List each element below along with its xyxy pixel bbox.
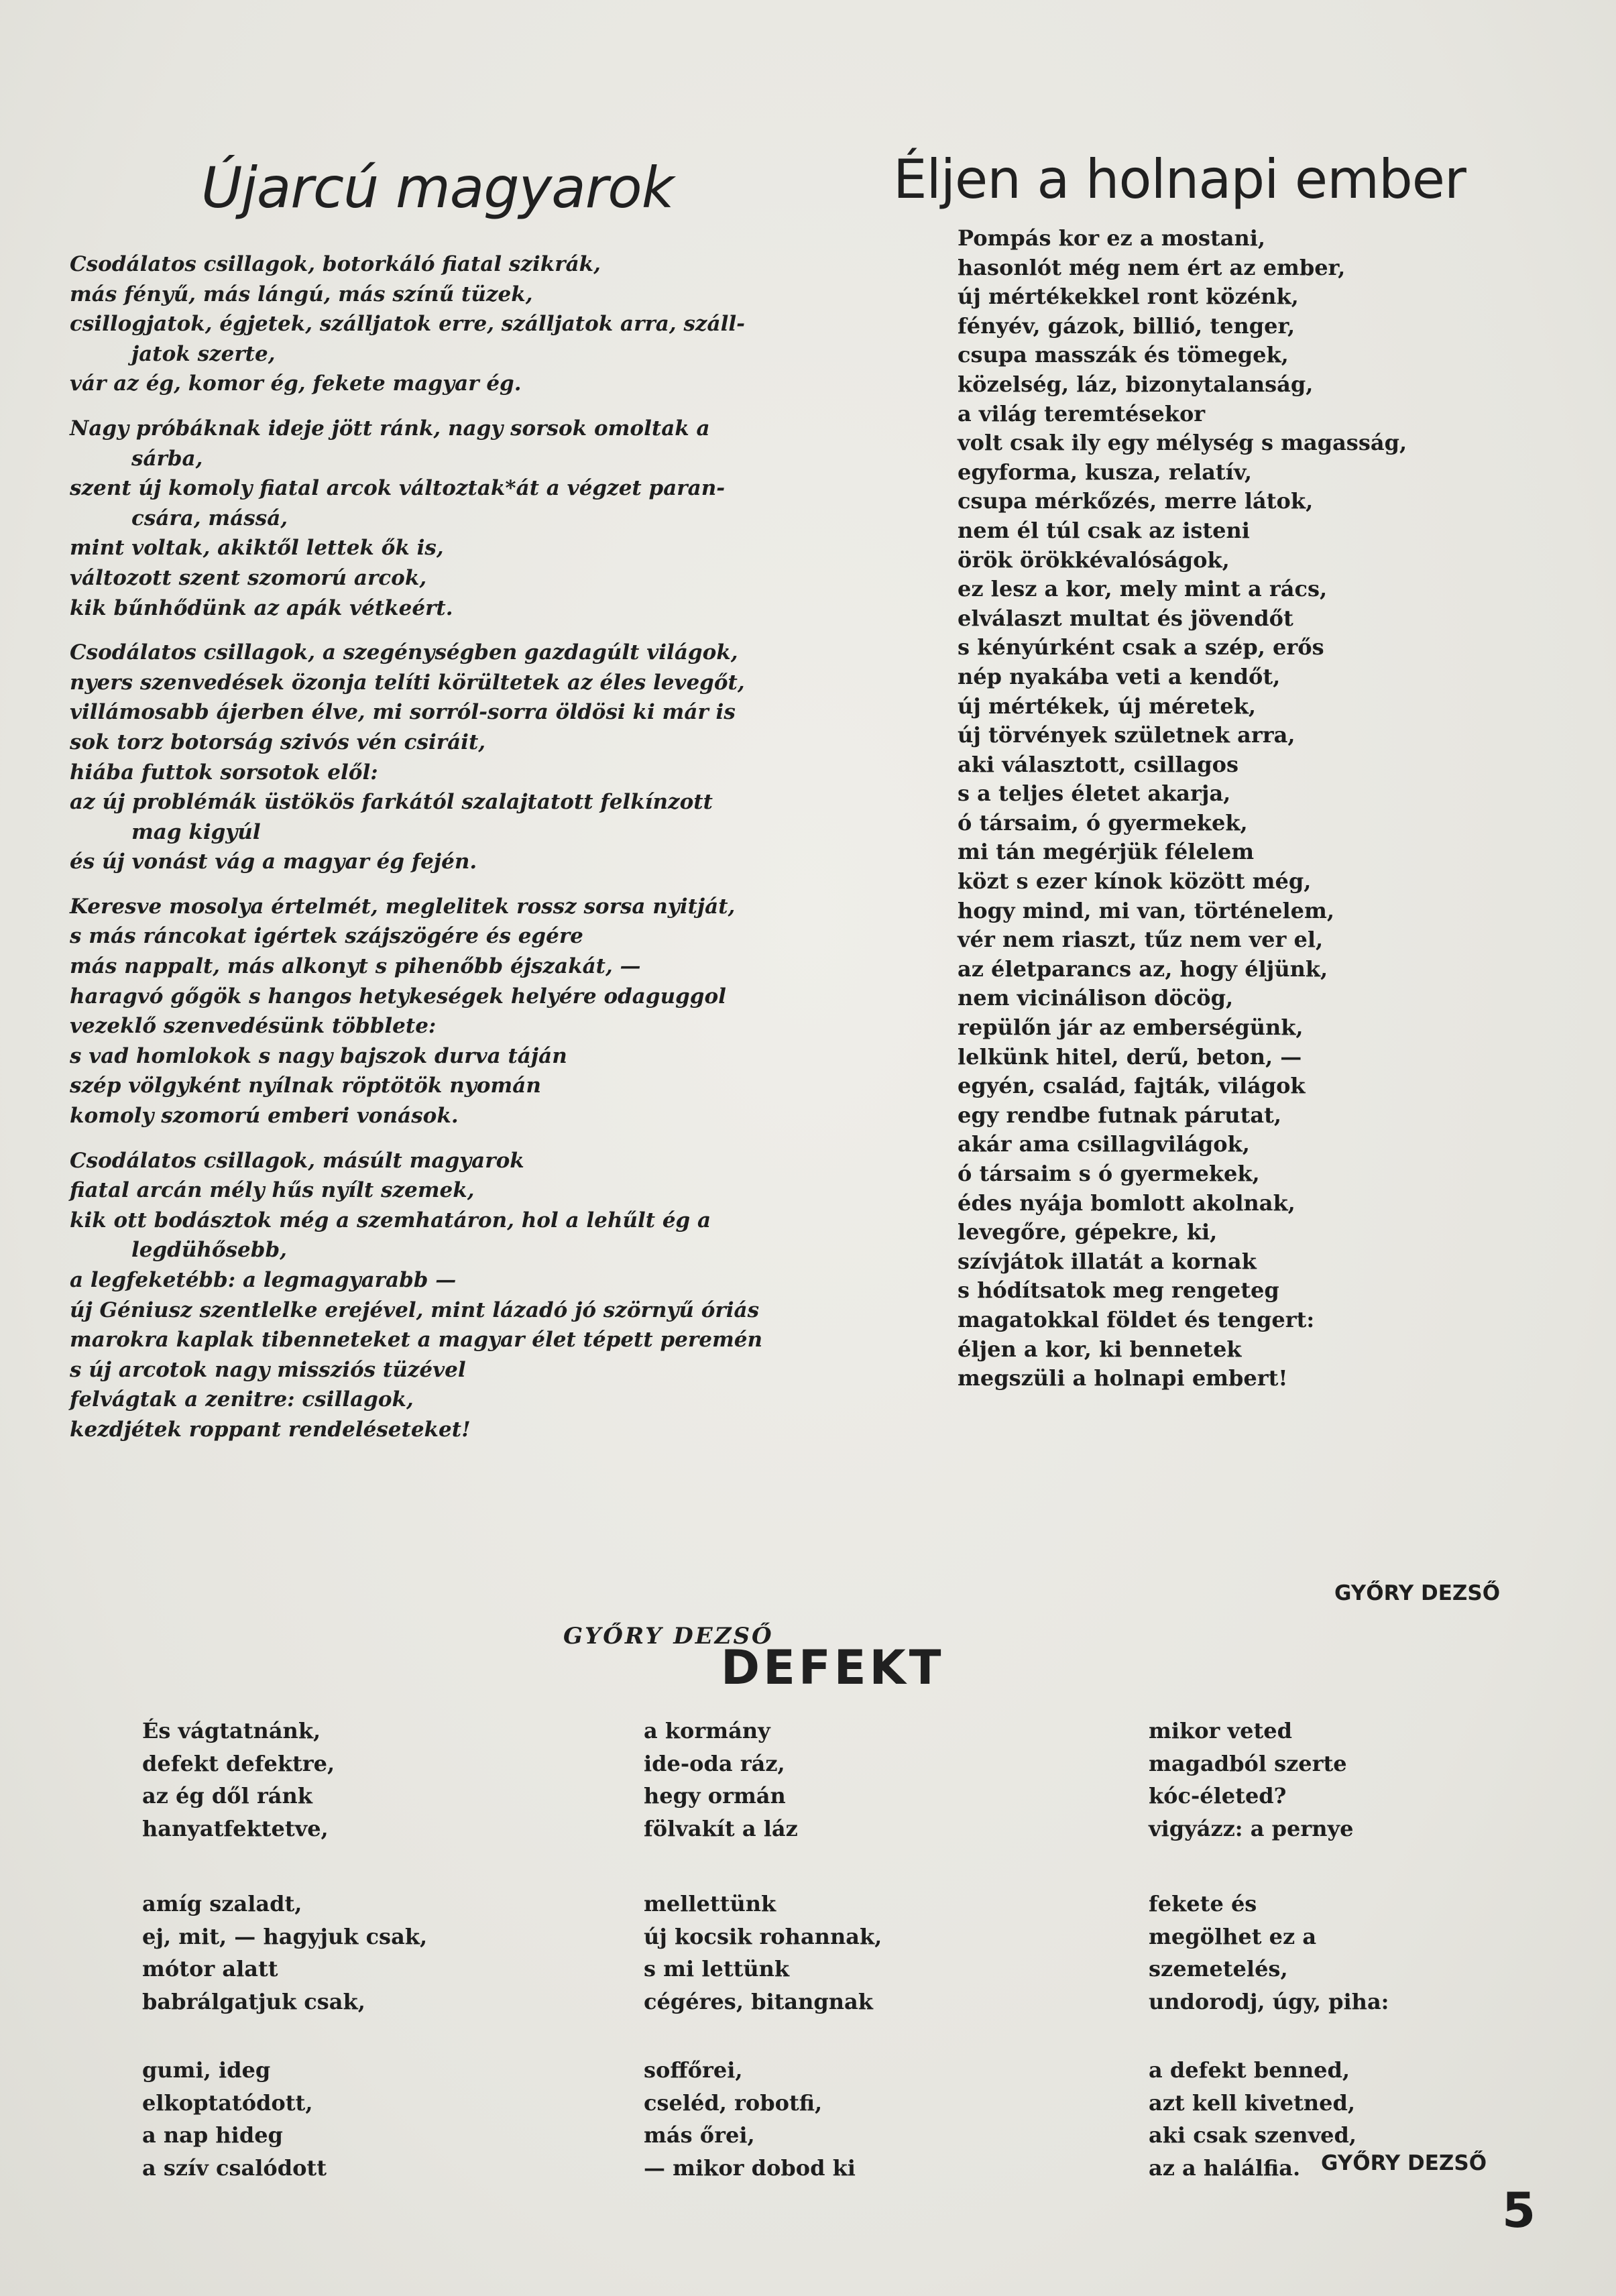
poem-line: fényév, gázok, billió, tenger,: [958, 312, 1295, 339]
defekt-stanza: [644, 1888, 882, 2018]
stanza-break: [70, 877, 827, 892]
poem-line: vigyázz: a pernye: [1149, 1815, 1354, 1841]
poem-line: ó társaim s ó gyermekek,: [958, 1161, 1260, 1186]
poem-line: cseléd, robotfi,: [644, 2089, 823, 2116]
poem-line: csillogjatok, égjetek, szálljatok erre, szálljatok arra, száll-: [70, 312, 746, 337]
poem-line: kik bűnhődünk az apák vétkeért.: [70, 595, 453, 620]
poem-line: mag kigyúl: [131, 819, 261, 844]
poem-line: Keresve mosolya értelmét, meglelitek rossz sorsa nyitját,: [70, 894, 736, 919]
poem-line: Csodálatos csillagok, a szegénységben gazdagúlt világok,: [70, 640, 738, 665]
poem-line: csupa mérkőzés, merre látok,: [958, 488, 1314, 514]
poem-line: sok torz botorság szivós vén csiráit,: [70, 730, 486, 754]
poem-line: villámosabb ájerben élve, mi sorról-sorra öldösi ki már is: [70, 700, 736, 725]
poem-line: soffőrei,: [644, 2057, 743, 2083]
poem-line: az új problémák üstökös farkától szalajtatott felkínzott: [70, 790, 713, 815]
poem-line: a világ teremtésekor: [958, 400, 1206, 426]
poem-line: s mi lettünk: [644, 1956, 790, 1982]
stanza-break: [70, 399, 827, 414]
poem-line: kezdjétek roppant rendeléseteket!: [70, 1417, 471, 1442]
poem-line: ez lesz a kor, mely mint a rács,: [958, 576, 1328, 602]
poem-line: más fényű, más lángú, más színű tüzek,: [70, 282, 533, 306]
poem-line: komoly szomorú emberi vonások.: [70, 1104, 459, 1129]
poem-line: csupa masszák és tömegek,: [958, 342, 1289, 368]
poem-line: a kormány: [644, 1718, 770, 1743]
poem-line: s hódítsatok meg rengeteg: [958, 1277, 1279, 1304]
poem-line: mint voltak, akiktől lettek ők is,: [70, 536, 444, 561]
poem-line: Pompás kor ez a mostani,: [958, 225, 1266, 251]
poem-line: s új arcotok nagy missziós tüzével: [70, 1357, 466, 1382]
poem-line: gumi, ideg: [142, 2057, 271, 2083]
stanza-break: [70, 623, 827, 638]
poem-line: a nap hideg: [142, 2122, 283, 2148]
poem-line: — mikor dobod ki: [644, 2155, 856, 2181]
author-signature-bottom: GYŐRY DEZSŐ: [1321, 2151, 1487, 2175]
poem-line: szemetelés,: [1149, 1956, 1288, 1982]
poem-line: undorodj, úgy, piha:: [1149, 1988, 1389, 2014]
defekt-stanza: [142, 1888, 427, 2018]
defekt-stanza: [142, 1715, 335, 1845]
poem-line: hiába futtok sorsotok elől:: [70, 760, 378, 785]
poem-line: fölvakít a láz: [644, 1815, 798, 1841]
poem-line: fiatal arcán mély hűs nyílt szemek,: [70, 1178, 475, 1203]
defekt-stanza: [1149, 1888, 1389, 2018]
poem-line: haragvó gőgök s hangos hetykeségek helyére odaguggol: [70, 984, 726, 1009]
poem-line: Nagy próbáknak ideje jött ránk, nagy sorsok omoltak a: [70, 416, 710, 441]
poem-line: lelkünk hitel, derű, beton, —: [958, 1043, 1302, 1070]
poem-line: aki választott, csillagos: [958, 751, 1239, 777]
poem-line: más őrei,: [644, 2122, 755, 2148]
defekt-stanza: [644, 2054, 856, 2184]
poem-line: levegőre, gépekre, ki,: [958, 1219, 1218, 1245]
poem-line: nem él túl csak az isteni: [958, 517, 1250, 543]
poem-line: más nappalt, más alkonyt s pihenőbb éjszakát, —: [70, 954, 641, 979]
poem-line: s a teljes életet akarja,: [958, 781, 1231, 807]
poem-line: kik ott bodásztok még a szemhatáron, hol a lehűlt ég a: [70, 1208, 711, 1232]
stanza-break: [70, 1131, 827, 1146]
poem-line: amíg szaladt,: [142, 1891, 302, 1916]
poem-line: szép völgyként nyílnak röptötök nyomán: [70, 1074, 541, 1098]
poem-title-eljen-a-holnapi-ember: Éljen a holnapi ember: [893, 148, 1466, 211]
defekt-stanza: [644, 1715, 798, 1845]
poem-line: csára, mássá,: [131, 506, 288, 530]
poem-line: defekt defektre,: [142, 1750, 335, 1776]
poem-left-body: [70, 249, 827, 1445]
poem-line: vezeklő szenvedésünk többlete:: [70, 1014, 437, 1039]
poem-line: új kocsik rohannak,: [644, 1923, 882, 1949]
poem-line: szívjátok illatát a kornak: [958, 1248, 1257, 1274]
poem-line: s kényúrként csak a szép, erős: [958, 634, 1324, 661]
author-signature-left: GYŐRY DEZSŐ: [563, 1623, 774, 1650]
poem-line: hogy mind, mi van, történelem,: [958, 897, 1334, 923]
poem-line: Csodálatos csillagok, botorkáló fiatal szikrák,: [70, 252, 601, 276]
poem-line: közt s ezer kínok között még,: [958, 868, 1312, 895]
poem-line: vér nem riaszt, tűz nem ver el,: [958, 927, 1324, 953]
poem-line: elválaszt multat és jövendőt: [958, 605, 1293, 631]
poem-line: s vad homlokok s nagy bajszok durva táján: [70, 1043, 567, 1068]
poem-line: nem vicinálison döcög,: [958, 985, 1234, 1011]
poem-line: volt csak ily egy mélység s magasság,: [958, 430, 1407, 456]
poem-line: új Géniusz szentlelke erejével, mint lázadó jó szörnyű óriás: [70, 1298, 760, 1322]
poem-line: hanyatfektetve,: [142, 1815, 329, 1841]
poem-title-ujarcu-magyarok: Újarcú magyarok: [201, 155, 674, 221]
poem-line: legdühősebb,: [131, 1238, 287, 1263]
page-number: 5: [1502, 2182, 1536, 2238]
poem-line: nyers szenvedések özonja telíti körültetek az éles levegőt,: [70, 670, 745, 695]
poem-line: és új vonást vág a magyar ég fején.: [70, 850, 477, 874]
poem-line: kóc-életed?: [1149, 1783, 1287, 1809]
poem-line: örök örökkévalóságok,: [958, 547, 1230, 573]
poem-line: új törvények születnek arra,: [958, 722, 1295, 748]
poem-line: azt kell kivetned,: [1149, 2089, 1356, 2116]
poem-line: akár ama csillagvilágok,: [958, 1131, 1250, 1157]
poem-line: marokra kaplak tibenneteket a magyar élet tépett peremén: [70, 1328, 763, 1353]
poem-line: Csodálatos csillagok, másúlt magyarok: [70, 1148, 524, 1173]
poem-title-defekt: DEFEKT: [721, 1640, 945, 1695]
poem-line: az a halálfia.: [1149, 2155, 1301, 2181]
poem-line: hegy ormán: [644, 1783, 786, 1809]
poem-line: ó társaim, ó gyermekek,: [958, 809, 1248, 836]
poem-line: babrálgatjuk csak,: [142, 1988, 365, 2014]
poem-line: változott szent szomorú arcok,: [70, 565, 427, 590]
poem-line: repülőn jár az emberségünk,: [958, 1015, 1304, 1041]
poem-line: hasonlót még nem ért az ember,: [958, 254, 1346, 280]
poem-line: ej, mit, — hagyjuk csak,: [142, 1923, 428, 1949]
poem-line: mi tán megérjük félelem: [958, 839, 1255, 865]
poem-line: új mértékek, új méretek,: [958, 693, 1257, 719]
poem-line: az életparancs az, hogy éljünk,: [958, 956, 1328, 982]
poem-line: egyforma, kusza, relatív,: [958, 459, 1252, 485]
poem-line: megszüli a holnapi embert!: [958, 1365, 1288, 1391]
poem-line: új mértékekkel ront közénk,: [958, 284, 1299, 310]
poem-line: magatokkal földet és tengert:: [958, 1306, 1315, 1332]
poem-line: a szív csalódott: [142, 2155, 327, 2181]
defekt-stanza: [142, 2054, 327, 2184]
poem-line: megölhet ez a: [1149, 1923, 1317, 1949]
poem-line: aki csak szenved,: [1149, 2122, 1357, 2148]
poem-line: a legfeketébb: a legmagyarabb —: [70, 1268, 457, 1292]
poem-line: jatok szerte,: [131, 341, 276, 366]
poem-line: egyén, család, fajták, világok: [958, 1073, 1306, 1099]
poem-line: elkoptatódott,: [142, 2089, 313, 2116]
poem-line: az ég dől ránk: [142, 1783, 312, 1809]
poem-line: cégéres, bitangnak: [644, 1988, 873, 2014]
poem-line: mikor veted: [1149, 1718, 1292, 1743]
poem-line: magadból szerte: [1149, 1750, 1347, 1776]
poem-line: éljen a kor, ki bennetek: [958, 1336, 1242, 1362]
poem-line: s más ráncokat igértek szájszögére és egére: [70, 924, 583, 949]
poem-line: sárba,: [131, 446, 203, 471]
poem-line: fekete és: [1149, 1891, 1257, 1916]
author-signature-right: GYŐRY DEZSŐ: [1334, 1581, 1501, 1605]
poem-line: vár az ég, komor ég, fekete magyar ég.: [70, 371, 522, 396]
poem-line: édes nyája bomlott akolnak,: [958, 1190, 1295, 1216]
poem-line: És vágtatnánk,: [142, 1718, 321, 1743]
poem-line: ide-oda ráz,: [644, 1750, 785, 1776]
poem-line: mótor alatt: [142, 1956, 278, 1982]
poem-line: egy rendbe futnak párutat,: [958, 1102, 1281, 1128]
poem-line: nép nyakába veti a kendőt,: [958, 663, 1281, 689]
poem-line: szent új komoly fiatal arcok változtak*át a végzet paran-: [70, 476, 726, 501]
poem-line: mellettünk: [644, 1891, 776, 1916]
poem-right-body: [958, 224, 1561, 1393]
poem-line: felvágtak a zenitre: csillagok,: [70, 1387, 414, 1412]
poem-line: a defekt benned,: [1149, 2057, 1350, 2083]
defekt-stanza: [1149, 1715, 1353, 1845]
poem-line: közelség, láz, bizonytalanság,: [958, 371, 1314, 397]
